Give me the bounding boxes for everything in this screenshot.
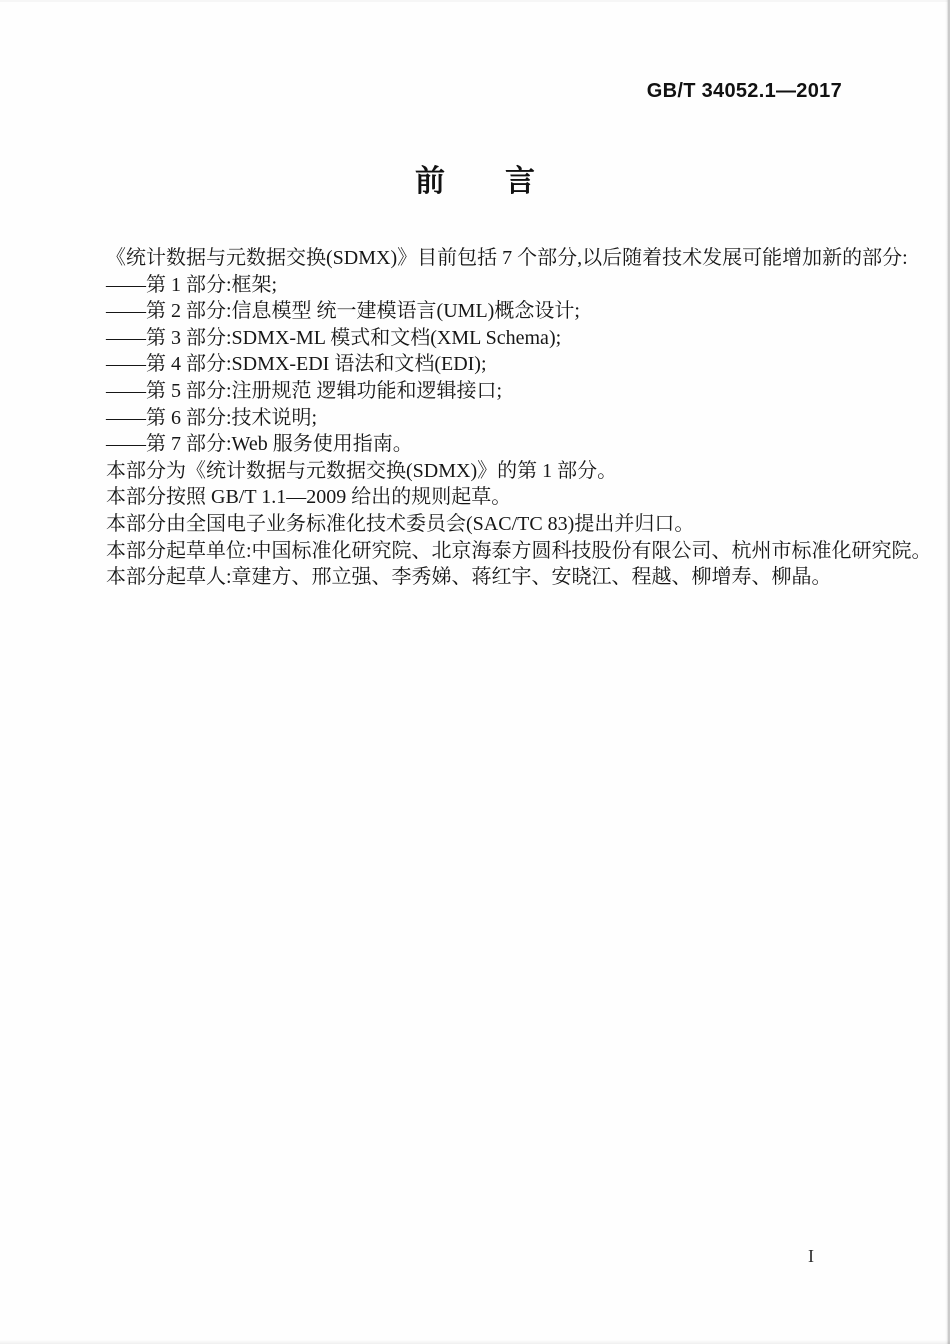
foreword-part-item-2: ——第 2 部分:信息模型 统一建模语言(UML)概念设计; xyxy=(106,300,580,323)
foreword-part-item-3: ——第 3 部分:SDMX-ML 模式和文档(XML Schema); xyxy=(106,326,562,349)
scan-edge-bottom xyxy=(0,1340,950,1344)
page-title: 前 言 xyxy=(415,165,535,198)
foreword-note-drafters: 本部分起草人:章建方、邢立强、李秀娣、蒋红宇、安晓江、程越、柳增寿、柳晶。 xyxy=(106,566,832,589)
foreword-note-drafting-rules: 本部分按照 GB/T 1.1—2009 给出的规则起草。 xyxy=(106,486,512,509)
foreword-part-item-1: ——第 1 部分:框架; xyxy=(106,273,278,296)
foreword-body xyxy=(106,245,932,591)
scan-edge-top xyxy=(0,0,950,2)
foreword-part-item-6: ——第 6 部分:技术说明; xyxy=(106,406,318,429)
foreword-note-committee: 本部分由全国电子业务标准化技术委员会(SAC/TC 83)提出并归口。 xyxy=(106,512,695,535)
foreword-note-part-of: 本部分为《统计数据与元数据交换(SDMX)》的第 1 部分。 xyxy=(106,459,618,482)
standard-code-header: GB/T 34052.1—2017 xyxy=(646,80,842,102)
scan-edge-right xyxy=(945,0,950,1344)
foreword-part-item-4: ——第 4 部分:SDMX-EDI 语法和文档(EDI); xyxy=(106,353,487,376)
foreword-part-item-7: ——第 7 部分:Web 服务使用指南。 xyxy=(106,433,413,456)
foreword-intro: 《统计数据与元数据交换(SDMX)》目前包括 7 个部分,以后随着技术发展可能增加新的部分: xyxy=(106,247,908,269)
foreword-part-item-5: ——第 5 部分:注册规范 逻辑功能和逻辑接口; xyxy=(106,379,503,402)
foreword-note-drafting-organizations: 本部分起草单位:中国标准化研究院、北京海泰方圆科技股份有限公司、杭州市标准化研究院。 xyxy=(106,539,932,562)
page-number: I xyxy=(808,1246,814,1266)
